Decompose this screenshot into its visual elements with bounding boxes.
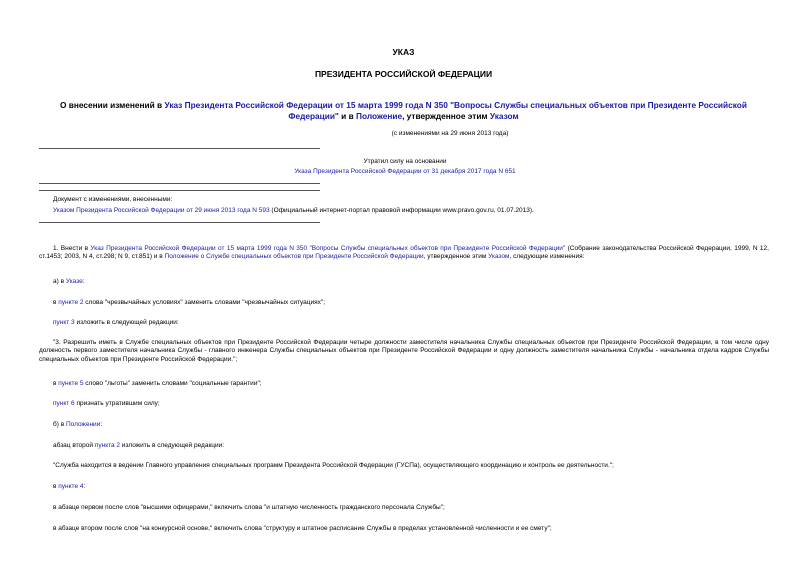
- item-b-pre: б) в: [53, 421, 66, 428]
- item-a2-link-punkt-3[interactable]: пункт 3: [53, 319, 75, 326]
- doc-title-ukaz: УКАЗ: [392, 47, 415, 57]
- paragraph-1: [39, 245, 769, 262]
- item-b1-pre: абзац второй: [53, 442, 95, 449]
- changes-source: (Официальный интернет-портал правовой информации www.pravo.gov.ru, 01.07.2013).: [269, 207, 534, 214]
- heading-link-decree-350[interactable]: Указ Президента Российской Федерации от 15 марта 1999 года N 350 "Вопросы Службы специальных объектов при Президенте Российской Федерации": [164, 100, 747, 122]
- divider: [39, 148, 320, 149]
- item-b-link-polozhenii[interactable]: Положении: [65, 421, 101, 428]
- item-a-link-ukaze[interactable]: Указе: [65, 278, 83, 285]
- item-a4-link-punkt-6[interactable]: пункт 6: [53, 400, 75, 407]
- heading-text-pre: О внесении изменений в: [60, 100, 165, 110]
- item-b2-link-punkt-4[interactable]: пункте 4: [58, 483, 84, 490]
- heading-text-mid: и в: [338, 111, 356, 122]
- p1-text-post: , следующие изменения:: [509, 253, 585, 261]
- item-a1-pre: в: [53, 299, 59, 306]
- item-b1-link-punkt-2[interactable]: пункта 2: [94, 442, 121, 449]
- quote-gusp: "Служба находится в ведении Главного управления специальных программ Президента Российской Федерации (ГУСПа), осуществляющего координацию и контроль ее деятельности.";: [53, 462, 614, 469]
- expired-link-block: [250, 168, 560, 176]
- quote-punkt-3: "3. Разрешить иметь в Службе специальных объектов при Президенте Российской Федерации четыре должности заместителя начальника Службы специальных объектов при Президенте Российской Федерации, в том числе одну должность первого заместителя начальника Службы - главного инженера Службы специальных объектов при Президенте Российской Федерации и одну должность заместителя начальника Службы - начальника отдела кадров Службы специальных объектов при Президенте Российской Федерации.";: [39, 339, 769, 363]
- amended-note: (с изменениями на 29 июня 2013 года): [391, 130, 509, 137]
- expired-note: Утратил силу на основании: [363, 158, 447, 165]
- changes-line: [53, 207, 769, 215]
- item-a3-post: слово "льготы" заменить словами "социальные гарантии";: [83, 380, 262, 387]
- expired-decree-link[interactable]: Указа Президента Российской Федерации от 31 декабря 2017 года N 651: [294, 168, 516, 175]
- item-a3-pre: в: [53, 380, 59, 387]
- heading-link-ukazom[interactable]: Указом: [489, 111, 519, 122]
- item-b-post: :: [100, 421, 103, 428]
- heading-text-post: , утвержденное этим: [402, 111, 490, 122]
- item-a2-post: изложить в следующей редакции:: [74, 319, 179, 326]
- p1-link-polozhenie[interactable]: Положение о Службе специальных объектов при Президенте Российской Федерации: [164, 253, 424, 261]
- item-a: [53, 278, 769, 286]
- divider: [39, 183, 320, 184]
- item-a-2: [53, 319, 769, 327]
- item-a4-post: признать утратившим силу;: [74, 400, 160, 407]
- changes-label: Документ с изменениями, внесенными:: [53, 196, 173, 203]
- p1-text-mid2: , утвержденное этим: [423, 253, 489, 261]
- doc-title-president: ПРЕЗИДЕНТА РОССИЙСКОЙ ФЕДЕРАЦИИ: [314, 69, 493, 79]
- item-b-1: [53, 442, 769, 450]
- p1-link-ukazom[interactable]: Указом: [488, 253, 510, 261]
- item-a3-link-punkt-5[interactable]: пункте 5: [58, 380, 84, 387]
- item-b-2: [53, 483, 769, 491]
- p1-text-mid: (Собрание законодательства Российской Федерации, 1999, N 12, ст.1453; 2003, N 4, ст.298; N 9, ст.851) и в: [39, 245, 769, 261]
- item-a-pre: а) в: [53, 278, 66, 285]
- item-b2-post: :: [83, 483, 86, 490]
- item-a-post: :: [82, 278, 85, 285]
- item-b-4: в абзаце втором после слов "на конкурсной основе," включить слова "структуру и штатное расписание Службы в пределах установленной численности и ее смету";: [53, 525, 552, 532]
- p1-text-pre: 1. Внести в: [53, 245, 91, 252]
- item-b: [53, 421, 769, 429]
- item-b-3: в абзаце первом после слов "высшими офицерами," включить слова "и штатную численность гражданского персонала Службы";: [53, 504, 445, 511]
- divider: [39, 190, 320, 191]
- heading-link-polozhenie[interactable]: Положение: [356, 111, 403, 122]
- changes-decree-link[interactable]: Указом Президента Российской Федерации от 29 июня 2013 года N 593: [53, 207, 270, 214]
- item-a1-post: слова "чрезвычайных условиях" заменить словами "чрезвычайных ситуациях";: [83, 299, 326, 306]
- item-a-4: [53, 400, 769, 408]
- item-a-1: [53, 299, 769, 307]
- item-a1-link-punkt-2[interactable]: пункте 2: [58, 299, 84, 306]
- item-b2-pre: в: [53, 483, 59, 490]
- item-a-3: [53, 380, 769, 388]
- doc-heading: [40, 100, 767, 122]
- p1-link-decree-350[interactable]: Указ Президента Российской Федерации от 15 марта 1999 года N 350 "Вопросы Службы специальных объектов при Президенте Российской Федерации": [90, 245, 566, 252]
- divider: [39, 222, 320, 223]
- item-b1-post: изложить в следующей редакции:: [120, 442, 225, 449]
